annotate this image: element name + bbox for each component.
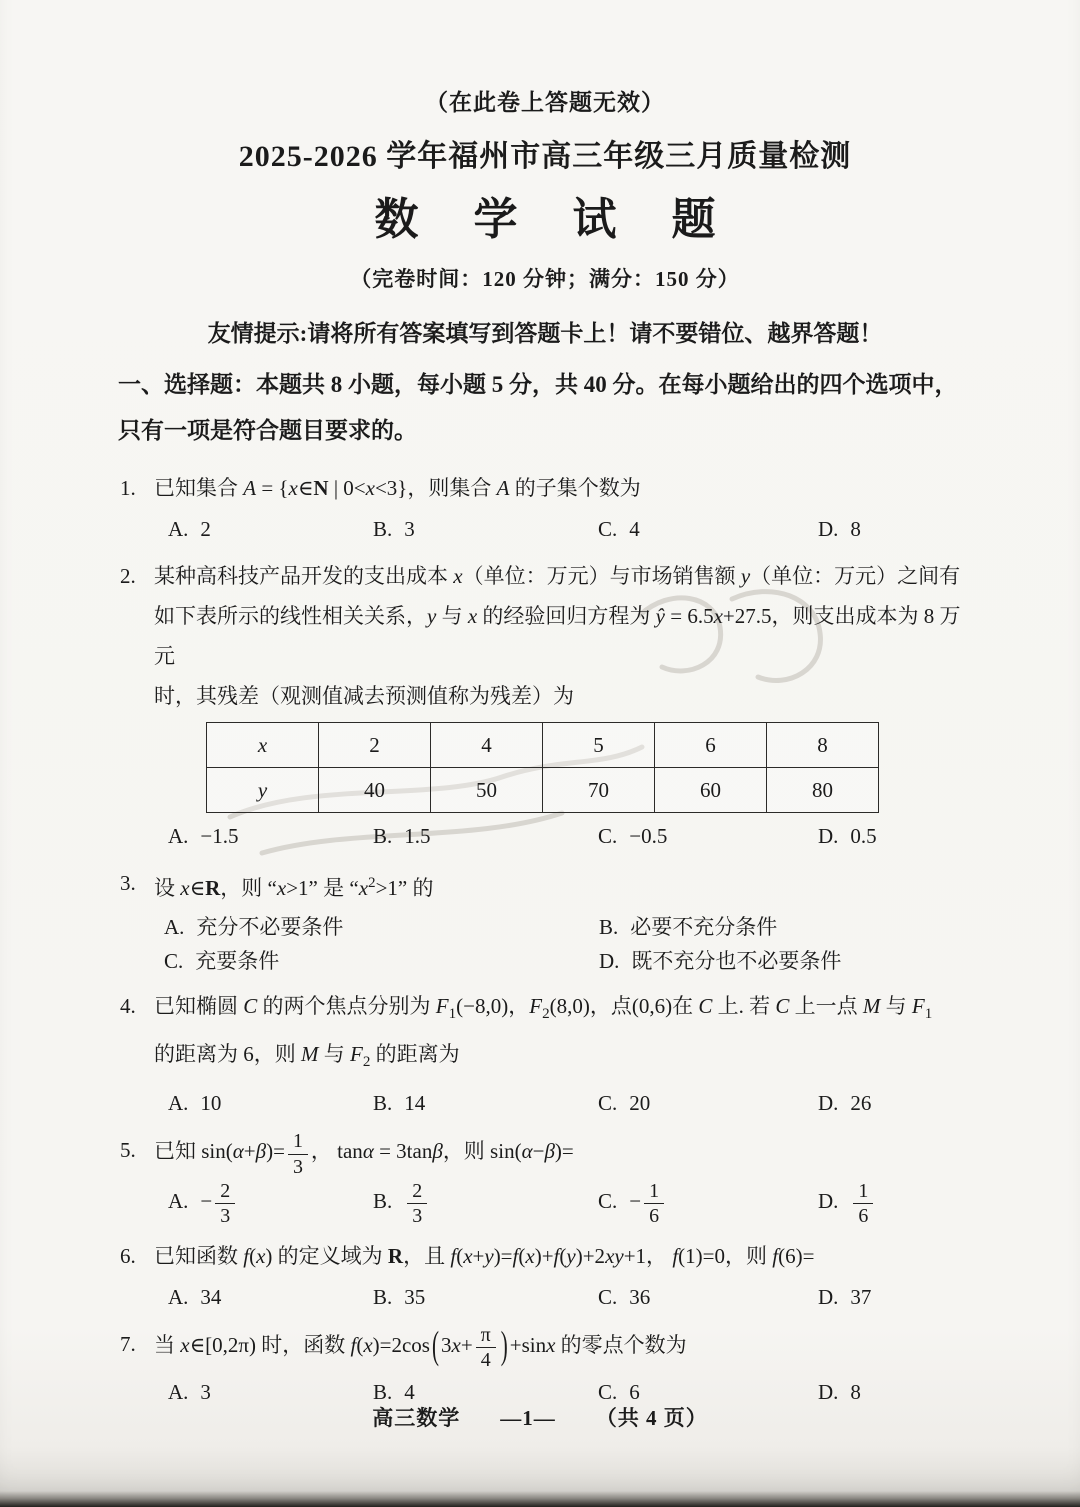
option — [598, 510, 818, 548]
option-text: 充分不必要条件 — [196, 915, 344, 939]
table-cell: 40 — [319, 768, 431, 813]
question — [118, 1130, 972, 1227]
questions — [118, 468, 972, 1411]
option-label: B. — [373, 1091, 393, 1116]
question — [118, 556, 972, 855]
options-row — [154, 817, 972, 855]
option-label: B. — [373, 1380, 393, 1405]
option-label: D. — [599, 949, 620, 973]
options-row — [154, 910, 972, 978]
question-number: 5. — [120, 1138, 136, 1163]
option — [599, 944, 972, 978]
options-row — [154, 1278, 972, 1316]
footer-course: 高三数学 — [372, 1406, 461, 1430]
option — [168, 1084, 373, 1122]
option-text: −1.5 — [200, 824, 239, 848]
question — [118, 468, 972, 548]
table-cell: 80 — [767, 768, 879, 813]
option-text: 26 — [850, 1091, 872, 1116]
option — [818, 1278, 972, 1316]
option-label: A. — [168, 1380, 189, 1405]
option — [168, 1278, 373, 1316]
option-label: C. — [598, 1284, 618, 1309]
option — [818, 1084, 972, 1122]
table-cell: 8 — [767, 723, 879, 768]
option-text: 35 — [404, 1284, 426, 1309]
question — [118, 1324, 972, 1412]
question-number: 3. — [120, 871, 136, 895]
option-text: 3 — [404, 517, 415, 541]
option — [373, 1084, 598, 1122]
option — [373, 817, 598, 855]
option-label: A. — [168, 1284, 189, 1309]
option-label: C. — [598, 824, 618, 848]
option — [373, 1278, 598, 1316]
reminder: 友情提示:请将所有答案填写到答题卡上！请不要错位、越界答题！ — [207, 321, 883, 346]
option-label: B. — [373, 824, 393, 848]
option-label: D. — [818, 517, 839, 541]
option — [818, 817, 972, 855]
option-text: $\frac{1}{6}$ — [850, 1189, 876, 1213]
option — [168, 817, 373, 855]
option-text: 37 — [850, 1284, 872, 1309]
question-number: 7. — [120, 1331, 136, 1356]
option — [598, 1180, 818, 1228]
option-text: 10 — [200, 1091, 222, 1116]
table-cell: 4 — [431, 723, 543, 768]
options-row — [154, 1084, 972, 1122]
footer-total-pages: （共 4 页） — [595, 1406, 708, 1430]
table-cell: 60 — [655, 768, 767, 813]
options-row — [154, 1180, 972, 1228]
question — [118, 1236, 972, 1316]
option-label: A. — [168, 517, 189, 541]
option-text: 充要条件 — [195, 949, 280, 973]
option — [818, 1180, 972, 1228]
option-label: D. — [818, 1189, 839, 1214]
option-label: A. — [168, 824, 189, 848]
question-text: 已知椭圆 C 的两个焦点分别为 $F_1(-8,0)$，$F_2(8,0)$，点(0,6)在 C 上. 若 C 上一点 M 与 $F_1$ 的距离为 6，则 M 与 $F_2$ 的距离为 — [154, 994, 933, 1071]
option-text: 1.5 — [404, 824, 431, 848]
question-number: 1. — [120, 476, 136, 500]
option-text: 3 — [200, 1380, 211, 1405]
option — [373, 510, 598, 548]
option-label: C. — [598, 517, 618, 541]
option-label: B. — [373, 517, 393, 541]
option-label: B. — [373, 1189, 393, 1214]
option — [818, 510, 972, 548]
table-cell: 6 — [655, 723, 767, 768]
question-text: 已知集合 A = {x∈N | 0<x<3}，则集合 A 的子集个数为 — [154, 476, 641, 500]
option-text: − $\frac{2}{3}$ — [200, 1189, 238, 1213]
table-header-cell: x — [207, 723, 319, 768]
table-header-cell: y — [207, 768, 319, 813]
question-text: 设 x∈R，则 “x>1” 是 “$x^2>1$” 的 — [154, 875, 434, 900]
option-label: A. — [168, 1091, 189, 1116]
option-label: D. — [818, 1380, 839, 1405]
exam-subject: 数 学 试 题 — [374, 195, 738, 244]
option-text: 20 — [629, 1091, 651, 1116]
section-header-line2: 只有一项是符合题目要求的。 — [118, 418, 417, 443]
table-cell: 50 — [431, 768, 543, 813]
data-table — [206, 722, 879, 813]
option-text: 必要不充分条件 — [630, 915, 778, 939]
option-label: C. — [598, 1380, 618, 1405]
option-text: 4 — [629, 517, 640, 541]
section-header — [118, 362, 972, 454]
option-text: 8 — [850, 1380, 861, 1405]
table-row — [207, 768, 879, 813]
question-text: 某种高科技产品开发的支出成本 x（单位：万元）与市场销售额 y（单位：万元）之间有 如下表所示的线性相关关系，y 与 x 的经验回归方程为 ŷ = 6.5x+27.5，则支出成本为 8 万元 时，其残差（观测值减去预测值称为残差）为 — [154, 564, 961, 708]
question-number: 6. — [120, 1243, 136, 1268]
options-row — [154, 510, 972, 548]
option-text: 34 — [200, 1284, 222, 1309]
option — [598, 1278, 818, 1316]
question — [118, 986, 972, 1122]
table-cell: 2 — [319, 723, 431, 768]
option-text: 2 — [200, 517, 211, 541]
option-label: A. — [164, 915, 185, 939]
option — [373, 1180, 598, 1228]
table-row — [207, 723, 879, 768]
option-text: 4 — [404, 1380, 415, 1405]
option-label: D. — [818, 1284, 839, 1309]
option — [599, 910, 972, 944]
table-cell: 70 — [543, 768, 655, 813]
option — [164, 910, 599, 944]
option-text: 6 — [629, 1380, 640, 1405]
option-label: D. — [818, 1091, 839, 1116]
option-label: C. — [598, 1189, 618, 1214]
option-text: 0.5 — [850, 824, 877, 848]
option — [168, 1180, 373, 1228]
option-text: 36 — [629, 1284, 651, 1309]
scan-edge — [0, 1491, 1080, 1507]
option-text: 8 — [850, 517, 861, 541]
option — [168, 510, 373, 548]
option-text: − $\frac{1}{6}$ — [629, 1189, 667, 1213]
exam-info: （完卷时间：120 分钟；满分：150 分） — [350, 267, 740, 291]
option-label: D. — [818, 824, 839, 848]
question-number: 4. — [120, 994, 136, 1018]
option-text: $\frac{2}{3}$ — [404, 1189, 430, 1213]
question-text: 已知函数 f(x) 的定义域为 R，且 f(x+y)=f(x)+f(y)+2xy+1， f(1)=0，则 f(6)= — [154, 1243, 815, 1268]
option-label: C. — [164, 949, 184, 973]
option-text: 14 — [404, 1091, 426, 1116]
question-number: 2. — [120, 564, 136, 588]
table-cell: 5 — [543, 723, 655, 768]
option — [598, 817, 818, 855]
option-label: C. — [598, 1091, 618, 1116]
option-label: B. — [599, 915, 619, 939]
page-footer — [0, 1402, 1080, 1432]
exam-title: 2025-2026 学年福州市高三年级三月质量检测 — [238, 140, 852, 173]
exam-notice: （在此卷上答题无效） — [425, 90, 665, 115]
question — [118, 863, 972, 978]
question-text: 已知 sin(α+β)= $\frac{1}{3}$ ， tanα = 3tanβ，则 sin(α−β)= — [154, 1130, 574, 1178]
option-text: 既不充分也不必要条件 — [631, 949, 842, 973]
option-label: B. — [373, 1284, 393, 1309]
option-text: −0.5 — [629, 824, 668, 848]
question-text: 当 x∈[0,2π) 时，函数 f(x)=2cos(3x+ $\frac{\pi}{4}$ )+sinx 的零点个数为 — [154, 1322, 687, 1372]
option-label: A. — [168, 1189, 189, 1214]
option — [598, 1084, 818, 1122]
section-header-line1: 一、选择题：本题共 8 小题，每小题 5 分，共 40 分。在每小题给出的四个选项中， — [118, 372, 958, 397]
option — [164, 944, 599, 978]
footer-page-number: —1— — [500, 1406, 556, 1430]
